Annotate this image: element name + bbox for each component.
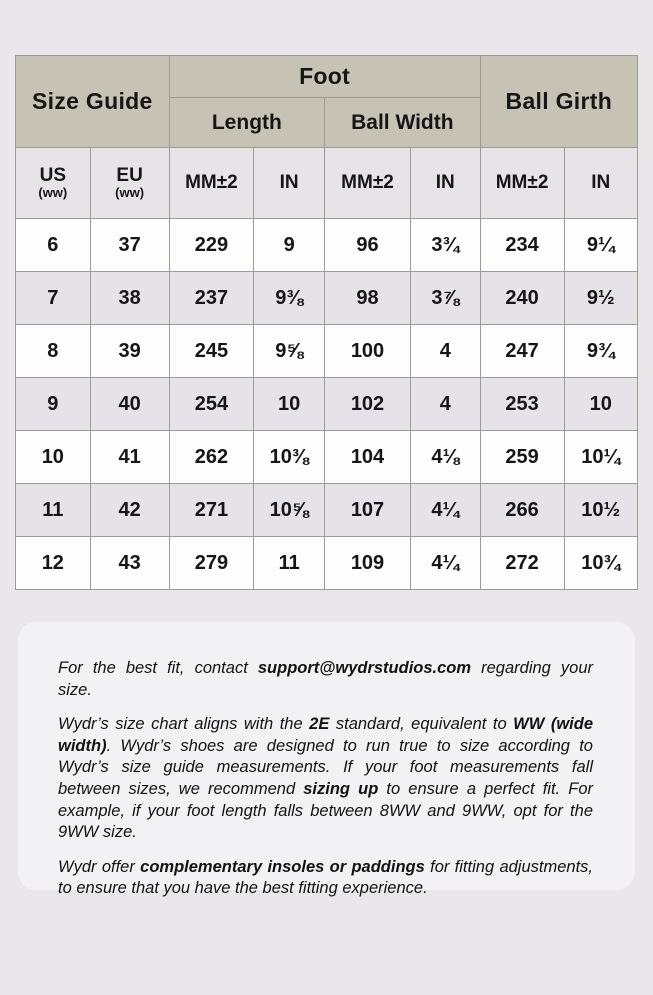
note-text: . Wydr’s shoes are designed to run true to size according to Wydr’s size guide measurements. If your foot measurements fall between sizes, we recommend	[58, 736, 593, 799]
table-cell: 39	[90, 325, 169, 378]
table-cell: 7	[16, 272, 91, 325]
note-text: for fitting adjustments, to ensure that you have the best fitting experience.	[58, 857, 593, 898]
us-width-note: (ww)	[38, 185, 68, 201]
emphasized-text: complementary insoles or paddings	[140, 857, 425, 876]
table-cell: 38	[90, 272, 169, 325]
emphasized-text: sizing up	[303, 780, 379, 799]
foot-header: Foot	[169, 56, 480, 98]
emphasized-text: support@wydrstudios.com	[257, 659, 472, 677]
size-guide-table-section	[15, 55, 638, 590]
header-row-groups	[16, 56, 638, 98]
table-cell: 234	[480, 219, 564, 272]
table-cell: 247	[480, 325, 564, 378]
us-label: US	[39, 165, 67, 187]
table-cell: 11	[16, 484, 91, 537]
note-text: standard, equivalent to	[329, 715, 514, 734]
table-cell: 6	[16, 219, 91, 272]
table-cell: 8	[16, 325, 91, 378]
note-paragraph-sizing	[58, 714, 593, 844]
ball-width-header: Ball Width	[325, 98, 480, 148]
fitting-notes-box	[18, 622, 635, 898]
table-cell: 100	[325, 325, 411, 378]
table-cell: 9⅝	[254, 325, 325, 378]
table-cell: 262	[169, 431, 254, 484]
table-cell: 96	[325, 219, 411, 272]
table-row	[16, 484, 638, 537]
table-row	[16, 325, 638, 378]
table-cell: 10	[16, 431, 91, 484]
ball-girth-header: Ball Girth	[480, 56, 637, 148]
table-cell: 4¼	[410, 484, 480, 537]
note-paragraph-contact	[58, 658, 593, 701]
table-cell: 3⅞	[410, 272, 480, 325]
table-cell: 3¾	[410, 219, 480, 272]
note-text: regarding your size.	[58, 659, 594, 699]
table-cell: 11	[254, 537, 325, 590]
note-paragraph-insoles	[58, 857, 593, 900]
table-cell: 12	[16, 537, 91, 590]
us-column-header	[16, 148, 91, 219]
table-cell: 245	[169, 325, 254, 378]
length-in-header: IN	[254, 148, 325, 219]
size-guide-table	[15, 55, 638, 590]
width-mm-header: MM±2	[325, 148, 411, 219]
header-row-units	[16, 148, 638, 219]
table-cell: 266	[480, 484, 564, 537]
table-cell: 42	[90, 484, 169, 537]
table-cell: 109	[325, 537, 411, 590]
note-text: For the best fit, contact	[58, 659, 258, 677]
table-cell: 9	[254, 219, 325, 272]
table-cell: 229	[169, 219, 254, 272]
eu-column-header	[90, 148, 169, 219]
table-cell: 104	[325, 431, 411, 484]
table-cell: 9¼	[564, 219, 637, 272]
note-text: to ensure a perfect fit. For example, if your foot length falls between 8WW and 9WW, opt for the 9WW size.	[58, 780, 593, 842]
table-cell: 43	[90, 537, 169, 590]
table-cell: 10⅜	[254, 431, 325, 484]
table-cell: 272	[480, 537, 564, 590]
table-cell: 10⅝	[254, 484, 325, 537]
table-cell: 254	[169, 378, 254, 431]
table-cell: 10½	[564, 484, 637, 537]
table-cell: 102	[325, 378, 411, 431]
table-cell: 4¼	[410, 537, 480, 590]
table-row	[16, 431, 638, 484]
note-text: Wydr’s size chart aligns with the	[58, 715, 310, 734]
table-cell: 271	[169, 484, 254, 537]
girth-in-header: IN	[564, 148, 637, 219]
width-in-header: IN	[410, 148, 480, 219]
note-text: Wydr offer	[58, 857, 141, 876]
eu-label: EU	[116, 165, 143, 187]
eu-width-note: (ww)	[115, 185, 145, 201]
size-guide-header: Size Guide	[16, 56, 170, 148]
table-cell: 9½	[564, 272, 637, 325]
table-cell: 107	[325, 484, 411, 537]
table-cell: 4	[410, 378, 480, 431]
girth-mm-header: MM±2	[480, 148, 564, 219]
table-cell: 9	[16, 378, 91, 431]
table-cell: 237	[169, 272, 254, 325]
table-row	[16, 272, 638, 325]
table-cell: 9¾	[564, 325, 637, 378]
table-cell: 259	[480, 431, 564, 484]
table-cell: 98	[325, 272, 411, 325]
emphasized-text: 2E	[309, 715, 330, 734]
table-cell: 240	[480, 272, 564, 325]
table-cell: 4⅛	[410, 431, 480, 484]
table-cell: 253	[480, 378, 564, 431]
table-cell: 10	[564, 378, 637, 431]
emphasized-text: WW (wide width)	[58, 715, 593, 755]
table-row	[16, 219, 638, 272]
table-cell: 279	[169, 537, 254, 590]
table-cell: 10	[254, 378, 325, 431]
length-header: Length	[169, 98, 324, 148]
table-cell: 10¾	[564, 537, 637, 590]
table-cell: 4	[410, 325, 480, 378]
table-cell: 9⅜	[254, 272, 325, 325]
table-cell: 40	[90, 378, 169, 431]
length-mm-header: MM±2	[169, 148, 254, 219]
table-row	[16, 537, 638, 590]
table-cell: 37	[90, 219, 169, 272]
table-cell: 10¼	[564, 431, 637, 484]
table-cell: 41	[90, 431, 169, 484]
table-row	[16, 378, 638, 431]
